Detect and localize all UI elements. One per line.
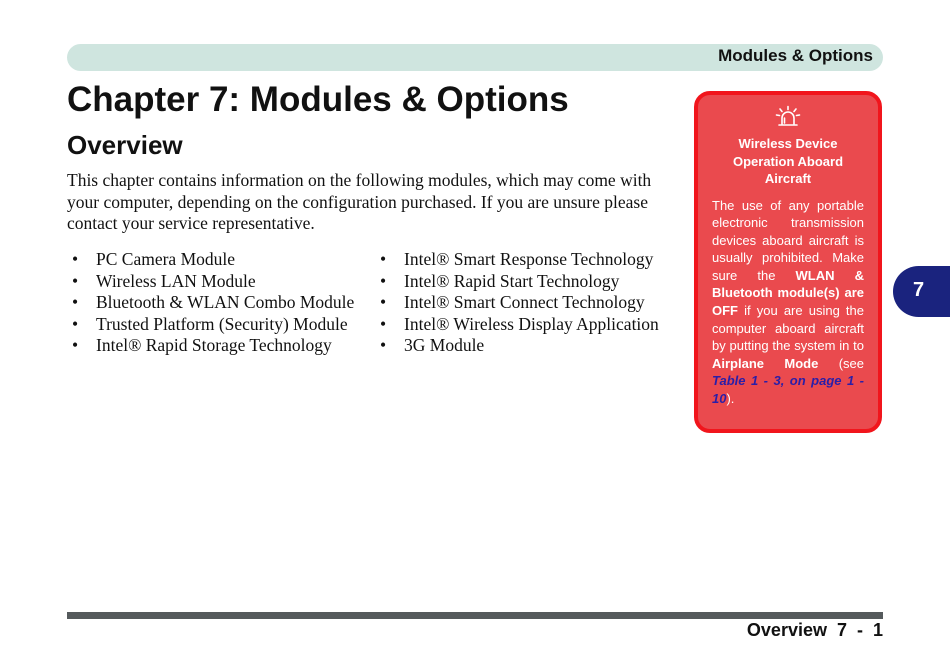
list-item: • Intel® Smart Connect Technology bbox=[380, 292, 659, 314]
warning-callout bbox=[694, 91, 882, 433]
list-item: • 3G Module bbox=[380, 335, 659, 357]
header-title: Modules & Options bbox=[718, 46, 873, 65]
list-item: • Bluetooth & WLAN Combo Module bbox=[72, 292, 354, 314]
list-item: • Intel® Smart Response Technology bbox=[380, 249, 659, 271]
list-item: • Intel® Rapid Storage Technology bbox=[72, 335, 354, 357]
footer-rule bbox=[67, 612, 883, 619]
warning-title: Wireless Device Operation Aboard Aircraft bbox=[732, 136, 844, 186]
list-item: • Wireless LAN Module bbox=[72, 271, 354, 293]
module-list-left bbox=[72, 249, 354, 357]
section-title: Overview bbox=[67, 130, 183, 160]
header-bar bbox=[67, 44, 883, 71]
intro-paragraph: This chapter contains information on the following modules, which may come with your computer, depending on the configuration purchased. If you are unsure please contact your service representative. bbox=[67, 170, 652, 233]
page-footer: Overview 7 - 1 bbox=[746, 620, 883, 640]
warning-text: The use of any portable electronic transmission devices aboard aircraft is usually prohibited. Make sure the WLAN & Bluetooth module(s) are OFF if you are using the computer aboard aircraft by putting the system in to Airplane Mode (see Table 1 - 3, on page 1 - 10). bbox=[712, 197, 864, 407]
table-reference-link[interactable]: Table 1 - 3, on page 1 - 10 bbox=[712, 373, 864, 407]
module-list-right bbox=[380, 249, 659, 357]
chapter-tab bbox=[893, 266, 950, 317]
list-item: • Intel® Wireless Display Application bbox=[380, 314, 659, 336]
chapter-title: Chapter 7: Modules & Options bbox=[67, 80, 569, 119]
alarm-bell-icon bbox=[775, 105, 801, 131]
list-item: • Trusted Platform (Security) Module bbox=[72, 314, 354, 336]
chapter-tab-number: 7 bbox=[913, 279, 925, 301]
list-item: • PC Camera Module bbox=[72, 249, 354, 271]
list-item: • Intel® Rapid Start Technology bbox=[380, 271, 659, 293]
